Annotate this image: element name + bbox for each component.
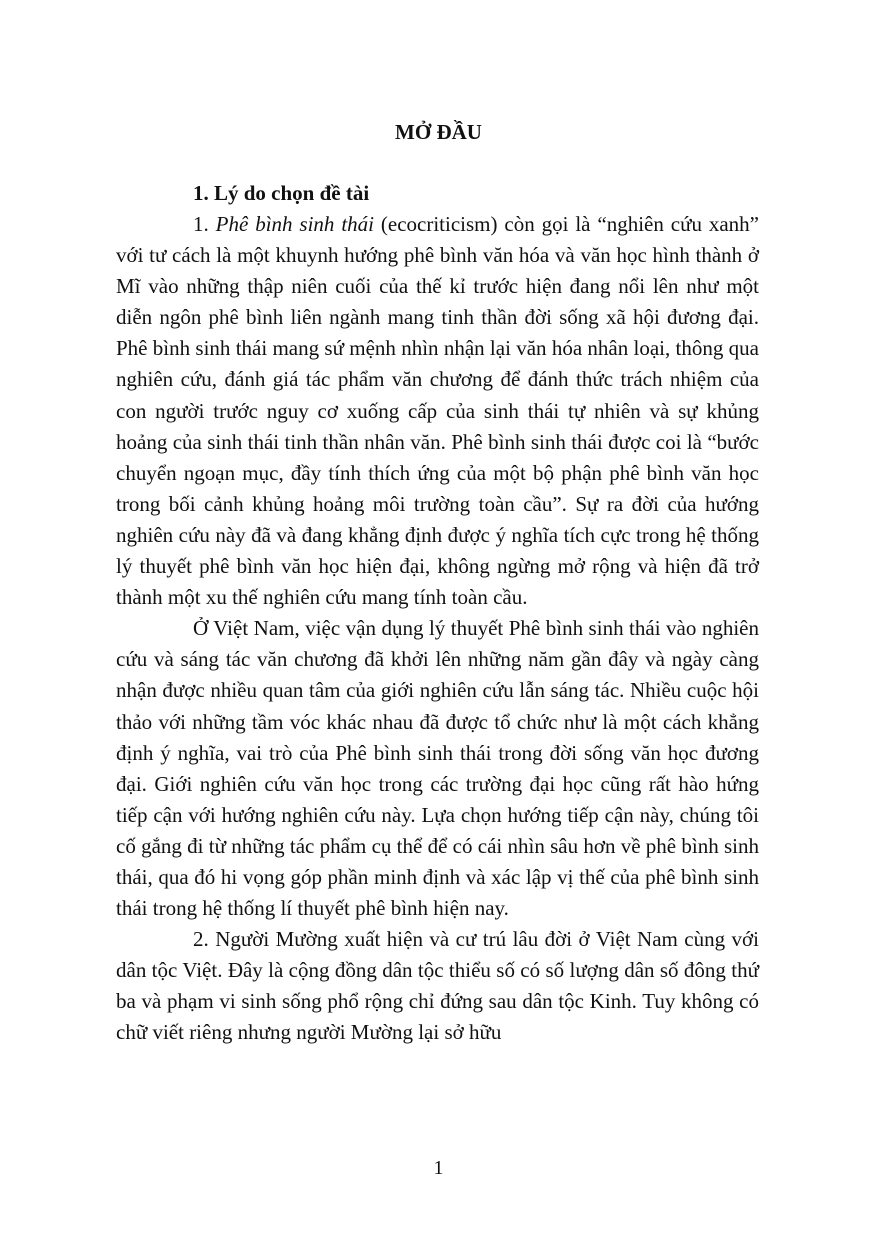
body-text <box>116 209 759 1049</box>
page-number: 1 <box>433 1157 444 1179</box>
paragraph-1-italic-term: Phê bình sinh thái <box>215 212 374 236</box>
section-heading: 1. Lý do chọn đề tài <box>193 181 370 205</box>
paragraph-3: 2. Người Mường xuất hiện và cư trú lâu đời ở Việt Nam cùng với dân tộc Việt. Đây là cộng đồng dân tộc thiểu số có số lượng dân số đông thứ ba và phạm vi sinh sống phổ rộng chỉ đứng sau dân tộc Kinh. Tuy không có chữ viết riêng nhưng người Mường lại sở hữu <box>116 927 759 1045</box>
paragraph-2: Ở Việt Nam, việc vận dụng lý thuyết Phê bình sinh thái vào nghiên cứu và sáng tác văn chương đã khởi lên những năm gần đây và ngày càng nhận được nhiều quan tâm của giới nghiên cứu lẫn sáng tác. Nhiều cuộc hội thảo với những tầm vóc khác nhau đã được tổ chức như là một cách khẳng định ý nghĩa, vai trò của Phê bình sinh thái trong đời sống văn học đương đại. Giới nghiên cứu văn học trong các trường đại học cũng rất hào hứng tiếp cận với hướng nghiên cứu này. Lựa chọn hướng tiếp cận này, chúng tôi cố gắng đi từ những tác phẩm cụ thể để có cái nhìn sâu hơn về phê bình sinh thái, qua đó hi vọng góp phần minh định và xác lập vị thế của phê bình sinh thái trong hệ thống lí thuyết phê bình hiện nay. <box>116 616 759 921</box>
paragraph-1-text: (ecocriticism) còn gọi là “nghiên cứu xanh” với tư cách là một khuynh hướng phê bình văn hóa và văn học hình thành ở Mĩ vào những thập niên cuối của thế kỉ trước hiện đang nổi lên như một diễn ngôn phê bình liên ngành mang tinh thần đời sống xã hội đương đại. Phê bình sinh thái mang sứ mệnh nhìn nhận lại văn hóa nhân loại, thông qua nghiên cứu, đánh giá tác phẩm văn chương để đánh thức trách nhiệm của con người trước nguy cơ xuống cấp của sinh thái tự nhiên và sự khủng hoảng của sinh thái tinh thần nhân văn. Phê bình sinh thái được coi là “bước chuyển ngoạn mục, đầy tính thích ứng của một bộ phận phê bình văn học trong bối cảnh khủng hoảng môi trường toàn cầu”. Sự ra đời của hướng nghiên cứu này đã và đang khẳng định được ý nghĩa tích cực trong hệ thống lý thuyết phê bình văn học hiện đại, không ngừng mở rộng và hiện đã trở thành một xu thế nghiên cứu mang tính toàn cầu. <box>116 212 759 610</box>
paragraph-1 <box>116 209 759 613</box>
paragraph-1-number: 1. <box>193 212 216 236</box>
chapter-title: MỞ ĐẦU <box>395 120 482 144</box>
